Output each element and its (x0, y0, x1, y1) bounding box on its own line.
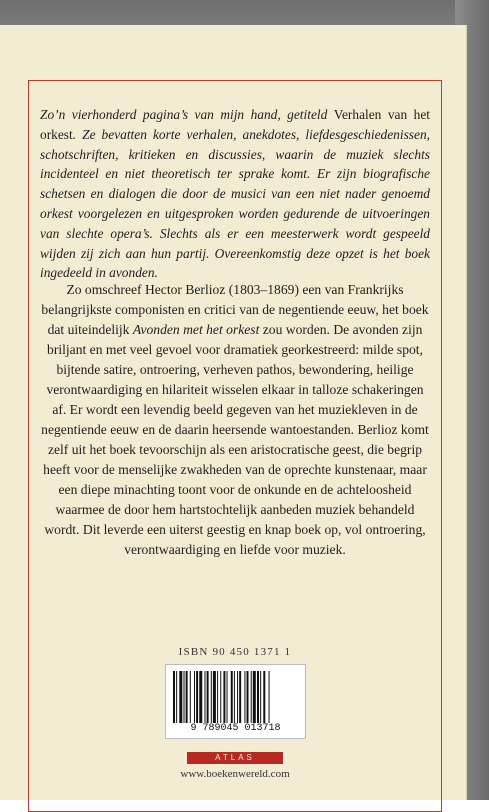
barcode-bar (269, 671, 270, 723)
barcode-bar (186, 671, 188, 723)
barcode-bar (179, 671, 182, 723)
barcode-bar (173, 671, 175, 723)
barcode-bar (223, 671, 225, 723)
barcode-bar (196, 671, 198, 723)
barcode-bar (184, 671, 185, 723)
description-paragraph (40, 280, 430, 560)
barcode-bar (231, 671, 233, 723)
barcode-number: 9 789045 013718 (166, 723, 305, 735)
barcode-bar (205, 671, 206, 723)
publisher-logo: ATLAS (187, 752, 283, 764)
barcode-bar (194, 671, 195, 723)
description-text-1: Zo omschreef Hector Berlioz (1803–1869) een van Frankrijks belangrijkste componisten en critici van de negentiende eeuw, het boek dat uiteindelijk (41, 282, 429, 337)
barcode-bar (234, 671, 235, 723)
barcode-bar (263, 671, 265, 723)
quote-text-1: Zo’n vierhonderd pagina’s van mijn hand, getiteld (40, 107, 334, 122)
barcode-bar (239, 671, 241, 723)
barcode-bar (251, 671, 252, 723)
barcode-bar (190, 671, 191, 723)
barcode-bar (227, 671, 228, 723)
barcode-bar (253, 671, 256, 723)
barcode-bar (244, 671, 245, 723)
barcode-bar (207, 671, 209, 723)
barcode-bar (176, 671, 177, 723)
barcode (165, 664, 306, 739)
barcode-bar (247, 671, 249, 723)
quote-book-title: Verhalen van het orkest (40, 107, 430, 142)
barcode-bar (237, 671, 238, 723)
barcode-bar (257, 671, 259, 723)
barcode-bar (211, 671, 212, 723)
barcode-bar (260, 671, 261, 723)
barcode-bar (213, 671, 216, 723)
barcode-bar (220, 671, 221, 723)
quote-text-2: . Ze bevatten korte verhalen, anekdotes, liefdesgeschiedenissen, schotschriften, kritieken en discussies, waarin de muziek slechts incidenteel en niet theoretisch ter sprake komt. Er zijn biografische schetsen en dialogen die door de musici van een niet nader genoemd orkest voorgelezen en uitgesproken worden gedurende de uitvoeringen van slechte opera’s. Slechts als er een meesterwerk wordt gespeeld wijden zij zich aan hun partij. Overeenkomstig deze opzet is het boek ingedeeld in avonden. (40, 126, 430, 281)
description-book-title: Avonden met het orkest (132, 322, 260, 337)
barcode-bar (217, 671, 218, 723)
barcode-bar (199, 671, 202, 723)
description-text-2: zou worden. De avonden zijn briljant en met veel gevoel voor dramatiek georkestreerd: milde spot, bijtende satire, ontroering, verheven pathos, bewondering, heilige verontwaardiging en hilariteit wisselen elkaar in talloze schakeringen af. Er wordt een levendig beeld gegeven van het muziekleven in de negentiende eeuw en de daarin heersende wantoestanden. Berlioz komt zelf uit het boek tevoorschijn als een aristocratische geest, die begrip heeft voor de menselijke zwakheden van de oprechte kunstenaar, maar een diepe minachting toont voor de onkunde en de achteloosheid waarmee de door hem hartstochtelijk aanbeden muziek behandeld wordt. Dit leverde een uiterst geestig en knap boek op, vol ontroering, verontwaardiging en liefde voor muziek. (41, 322, 429, 557)
barcode-bars (173, 671, 298, 723)
isbn-label: ISBN 90 450 1371 1 (178, 646, 292, 658)
publisher-website: www.boekenwereld.com (180, 768, 290, 780)
quote-paragraph (40, 105, 430, 283)
